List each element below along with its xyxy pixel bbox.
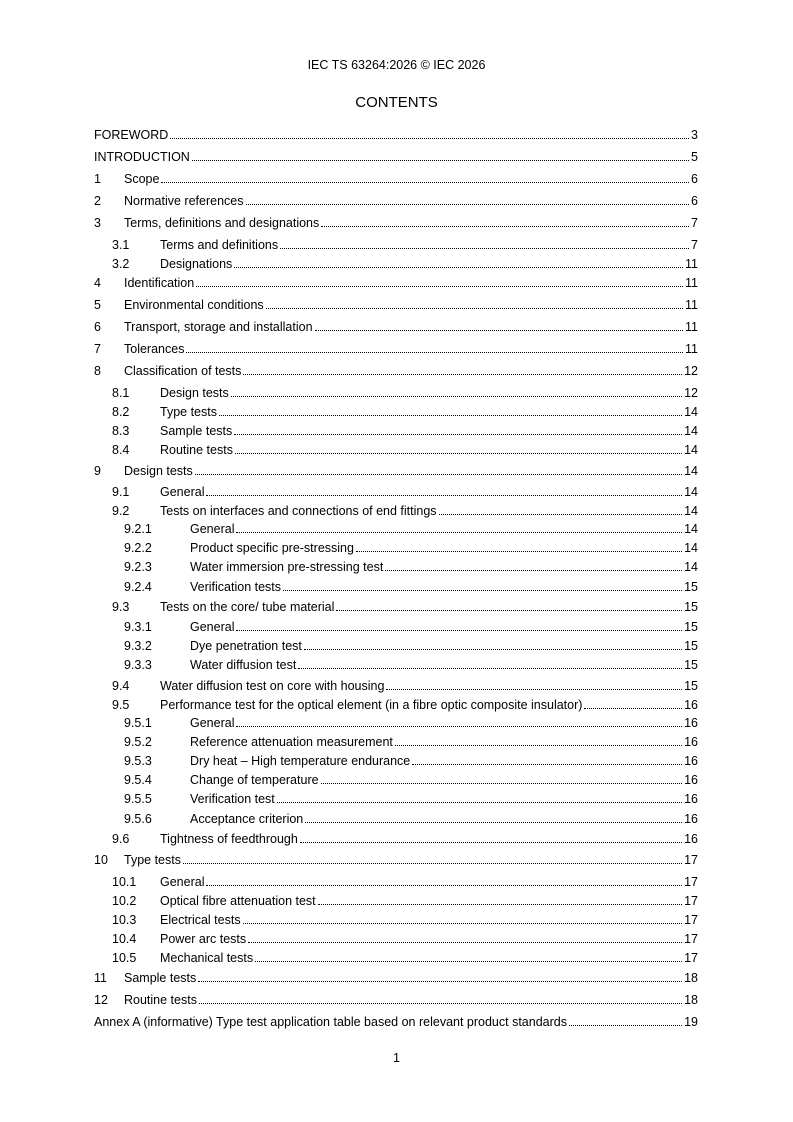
toc-entry[interactable] — [94, 1012, 698, 1030]
toc-dot-leader — [183, 863, 682, 864]
toc-entry[interactable] — [112, 402, 698, 420]
toc-entry[interactable] — [112, 501, 698, 519]
toc-dot-leader — [195, 474, 682, 475]
toc-entry-page: 17 — [684, 894, 698, 908]
toc-dot-leader — [206, 495, 682, 496]
toc-dot-leader — [584, 708, 682, 709]
toc-entry-label: Sample tests — [160, 424, 233, 438]
toc-entry-page: 7 — [691, 238, 698, 252]
toc-entry[interactable] — [94, 169, 698, 187]
toc-entry[interactable] — [94, 339, 698, 357]
toc-entry-number: 3 — [94, 216, 101, 230]
toc-dot-leader — [304, 649, 682, 650]
toc-entry[interactable] — [112, 383, 698, 401]
toc-entry-page: 7 — [691, 216, 698, 230]
toc-entry-label: Tolerances — [124, 342, 185, 356]
toc-entry[interactable] — [124, 751, 698, 769]
toc-entry[interactable] — [112, 910, 698, 928]
toc-entry-page: 14 — [684, 464, 698, 478]
page-number: 1 — [393, 1051, 400, 1065]
toc-entry[interactable] — [94, 125, 698, 143]
toc-entry-number: 9.2.1 — [124, 522, 152, 536]
toc-entry[interactable] — [124, 655, 698, 673]
toc-entry-page: 14 — [684, 504, 698, 518]
toc-dot-leader — [236, 532, 682, 533]
toc-entry-page: 16 — [684, 812, 698, 826]
toc-entry[interactable] — [94, 317, 698, 335]
toc-dot-leader — [206, 885, 682, 886]
toc-dot-leader — [192, 160, 689, 161]
toc-entry-label: General — [160, 485, 205, 499]
toc-dot-leader — [236, 630, 682, 631]
toc-entry[interactable] — [124, 557, 698, 575]
toc-entry-number: 12 — [94, 993, 108, 1007]
toc-entry-page: 12 — [684, 364, 698, 378]
toc-entry-page: 16 — [684, 773, 698, 787]
toc-entry-label: Transport, storage and installation — [124, 320, 313, 334]
toc-entry-label: Reference attenuation measurement — [190, 735, 393, 749]
toc-entry[interactable] — [112, 891, 698, 909]
toc-dot-leader — [277, 802, 682, 803]
toc-entry-page: 16 — [684, 792, 698, 806]
toc-entry[interactable] — [112, 597, 698, 615]
toc-entry-page: 11 — [685, 276, 698, 290]
toc-entry-label: Design tests — [160, 386, 229, 400]
toc-entry[interactable] — [124, 617, 698, 635]
toc-entry-page: 17 — [684, 932, 698, 946]
toc-entry-label: Classification of tests — [124, 364, 242, 378]
toc-entry[interactable] — [94, 461, 698, 479]
toc-entry-label: Terms, definitions and designations — [124, 216, 320, 230]
toc-entry-label: Terms and definitions — [160, 238, 279, 252]
toc-entry-number: 10.4 — [112, 932, 137, 946]
toc-entry-page: 17 — [684, 875, 698, 889]
toc-entry-number: 10.2 — [112, 894, 137, 908]
toc-entry-page: 15 — [684, 639, 698, 653]
toc-entry-page: 3 — [691, 128, 698, 142]
toc-entry-page: 19 — [684, 1015, 698, 1029]
toc-dot-leader — [356, 551, 682, 552]
toc-entry[interactable] — [112, 254, 698, 272]
toc-dot-leader — [318, 904, 682, 905]
toc-entry-label: Product specific pre-stressing — [190, 541, 354, 555]
toc-entry[interactable] — [112, 235, 698, 253]
toc-entry[interactable] — [112, 482, 698, 500]
toc-dot-leader — [170, 138, 689, 139]
toc-entry-label: Power arc tests — [160, 932, 247, 946]
toc-entry-label: Type tests — [124, 853, 181, 867]
toc-entry-number: 9 — [94, 464, 101, 478]
toc-entry-page: 14 — [684, 522, 698, 536]
toc-entry-number: 9.5.4 — [124, 773, 152, 787]
toc-entry-number: 8.1 — [112, 386, 130, 400]
toc-dot-leader — [196, 286, 683, 287]
toc-entry[interactable] — [94, 295, 698, 313]
toc-entry-page: 15 — [684, 658, 698, 672]
toc-entry-number: 11 — [94, 971, 107, 985]
toc-dot-leader — [321, 226, 689, 227]
toc-entry-label: Change of temperature — [190, 773, 319, 787]
toc-entry[interactable] — [94, 273, 698, 291]
toc-entry-number: 9.3.1 — [124, 620, 152, 634]
toc-entry[interactable] — [112, 948, 698, 966]
toc-dot-leader — [386, 689, 682, 690]
toc-dot-leader — [234, 267, 683, 268]
toc-entry-label: FOREWORD — [94, 128, 169, 142]
toc-entry-number: 8 — [94, 364, 101, 378]
toc-entry-page: 6 — [691, 194, 698, 208]
toc-entry-page: 14 — [684, 424, 698, 438]
toc-entry-number: 4 — [94, 276, 101, 290]
toc-entry-label: Annex A (informative) Type test application table based on relevant product standards — [94, 1015, 567, 1029]
toc-entry-number: 1 — [94, 172, 101, 186]
toc-dot-leader — [300, 842, 682, 843]
toc-dot-leader — [298, 668, 682, 669]
toc-entry-number: 8.2 — [112, 405, 130, 419]
toc-entry-label: Design tests — [124, 464, 193, 478]
page-title: CONTENTS — [355, 94, 438, 111]
toc-entry-page: 15 — [684, 679, 698, 693]
toc-entry-page: 11 — [685, 342, 698, 356]
toc-entry-number: 2 — [94, 194, 101, 208]
toc-entry-number: 9.5.1 — [124, 716, 152, 730]
toc-dot-leader — [283, 590, 682, 591]
toc-entry[interactable] — [124, 809, 698, 827]
toc-entry-label: Tests on interfaces and connections of end fittings — [160, 504, 437, 518]
toc-dot-leader — [231, 396, 682, 397]
toc-entry-page: 11 — [685, 257, 698, 271]
toc-entry-page: 12 — [684, 386, 698, 400]
toc-entry-label: Electrical tests — [160, 913, 241, 927]
toc-entry-number: 9.6 — [112, 832, 130, 846]
toc-entry-number: 3.2 — [112, 257, 130, 271]
toc-entry-label: Dry heat – High temperature endurance — [190, 754, 411, 768]
toc-entry-number: 5 — [94, 298, 101, 312]
toc-dot-leader — [243, 374, 682, 375]
toc-entry-page: 16 — [684, 832, 698, 846]
toc-entry-label: Normative references — [124, 194, 244, 208]
toc-entry-number: 9.2.4 — [124, 580, 152, 594]
toc-entry-page: 16 — [684, 698, 698, 712]
toc-dot-leader — [385, 570, 682, 571]
toc-entry-number: 3.1 — [112, 238, 130, 252]
toc-entry-page: 16 — [684, 735, 698, 749]
toc-entry[interactable] — [94, 191, 698, 209]
toc-entry-label: Dye penetration test — [190, 639, 302, 653]
toc-entry-label: Routine tests — [124, 993, 197, 1007]
toc-entry-page: 15 — [684, 620, 698, 634]
toc-entry-page: 16 — [684, 754, 698, 768]
toc-entry-label: Tests on the core/ tube material — [160, 600, 335, 614]
toc-entry-number: 9.1 — [112, 485, 130, 499]
toc-entry-label: General — [190, 620, 235, 634]
toc-entry-number: 9.2 — [112, 504, 130, 518]
toc-entry-number: 7 — [94, 342, 101, 356]
toc-entry[interactable] — [94, 213, 698, 231]
toc-entry[interactable] — [112, 440, 698, 458]
toc-entry-page: 15 — [684, 580, 698, 594]
toc-entry-label: General — [160, 875, 205, 889]
toc-entry-label: Tightness of feedthrough — [160, 832, 298, 846]
toc-entry-number: 9.5.2 — [124, 735, 152, 749]
toc-dot-leader — [219, 415, 682, 416]
toc-dot-leader — [246, 204, 690, 205]
toc-entry-label: Performance test for the optical element (in a fibre optic composite insulator) — [160, 698, 583, 712]
toc-entry-number: 9.5.3 — [124, 754, 152, 768]
toc-entry-number: 9.5.6 — [124, 812, 152, 826]
toc-entry[interactable] — [94, 361, 698, 379]
toc-entry[interactable] — [112, 872, 698, 890]
toc-dot-leader — [336, 610, 682, 611]
toc-dot-leader — [395, 745, 682, 746]
toc-entry-page: 15 — [684, 600, 698, 614]
toc-entry[interactable] — [124, 732, 698, 750]
toc-entry-number: 8.3 — [112, 424, 130, 438]
toc-entry-number: 10.5 — [112, 951, 137, 965]
toc-entry[interactable] — [124, 713, 698, 731]
toc-dot-leader — [255, 961, 682, 962]
toc-entry[interactable] — [94, 147, 698, 165]
toc-entry-label: General — [190, 716, 235, 730]
document-header: IEC TS 63264:2026 © IEC 2026 — [307, 58, 486, 72]
toc-entry-label: Scope — [124, 172, 160, 186]
toc-dot-leader — [186, 352, 683, 353]
toc-dot-leader — [280, 248, 689, 249]
toc-entry-number: 9.2.2 — [124, 541, 152, 555]
toc-entry-page: 17 — [684, 951, 698, 965]
toc-entry[interactable] — [112, 829, 698, 847]
toc-entry-label: Water immersion pre-stressing test — [190, 560, 384, 574]
toc-entry-page: 11 — [685, 298, 698, 312]
toc-dot-leader — [234, 434, 682, 435]
toc-dot-leader — [198, 981, 682, 982]
toc-dot-leader — [569, 1025, 682, 1026]
toc-entry-label: General — [190, 522, 235, 536]
toc-dot-leader — [236, 726, 682, 727]
toc-entry[interactable] — [124, 636, 698, 654]
toc-entry-page: 14 — [684, 541, 698, 555]
toc-entry-page: 11 — [685, 320, 698, 334]
toc-entry[interactable] — [112, 929, 698, 947]
toc-entry-page: 17 — [684, 853, 698, 867]
toc-entry-label: Water diffusion test — [190, 658, 297, 672]
toc-entry-page: 14 — [684, 443, 698, 457]
toc-entry-number: 9.3 — [112, 600, 130, 614]
toc-entry-number: 6 — [94, 320, 101, 334]
toc-entry-page: 18 — [684, 993, 698, 1007]
toc-entry[interactable] — [94, 850, 698, 868]
toc-entry-label: Mechanical tests — [160, 951, 254, 965]
toc-entry-label: Water diffusion test on core with housing — [160, 679, 385, 693]
toc-entry[interactable] — [124, 789, 698, 807]
toc-entry-label: Acceptance criterion — [190, 812, 304, 826]
toc-entry-page: 14 — [684, 485, 698, 499]
toc-entry-page: 14 — [684, 405, 698, 419]
toc-entry-label: Verification test — [190, 792, 275, 806]
toc-entry-number: 9.4 — [112, 679, 130, 693]
toc-entry-number: 9.3.2 — [124, 639, 152, 653]
toc-entry[interactable] — [112, 676, 698, 694]
toc-entry-page: 17 — [684, 913, 698, 927]
toc-entry-label: Type tests — [160, 405, 217, 419]
toc-dot-leader — [321, 783, 683, 784]
toc-dot-leader — [315, 330, 683, 331]
toc-entry-number: 10.3 — [112, 913, 137, 927]
toc-entry[interactable] — [112, 421, 698, 439]
toc-entry[interactable] — [124, 538, 698, 556]
toc-entry-page: 16 — [684, 716, 698, 730]
toc-entry-page: 18 — [684, 971, 698, 985]
toc-dot-leader — [439, 514, 683, 515]
toc-entry[interactable] — [94, 968, 698, 986]
toc-entry-page: 14 — [684, 560, 698, 574]
toc-entry[interactable] — [124, 770, 698, 788]
toc-entry-label: Optical fibre attenuation test — [160, 894, 316, 908]
toc-dot-leader — [235, 453, 682, 454]
toc-entry[interactable] — [112, 695, 698, 713]
toc-entry-page: 6 — [691, 172, 698, 186]
toc-entry-page: 5 — [691, 150, 698, 164]
toc-entry-number: 10 — [94, 853, 108, 867]
toc-entry-label: Routine tests — [160, 443, 233, 457]
toc-entry[interactable] — [124, 519, 698, 537]
toc-dot-leader — [266, 308, 683, 309]
toc-entry-label: Environmental conditions — [124, 298, 264, 312]
toc-entry-label: INTRODUCTION — [94, 150, 190, 164]
toc-entry-label: Verification tests — [190, 580, 282, 594]
toc-dot-leader — [248, 942, 682, 943]
toc-entry-number: 9.5.5 — [124, 792, 152, 806]
toc-entry[interactable] — [124, 577, 698, 595]
toc-dot-leader — [243, 923, 683, 924]
toc-dot-leader — [161, 182, 689, 183]
toc-dot-leader — [412, 764, 682, 765]
toc-entry-label: Identification — [124, 276, 195, 290]
toc-entry-label: Designations — [160, 257, 233, 271]
toc-entry[interactable] — [94, 990, 698, 1008]
toc-entry-number: 9.5 — [112, 698, 130, 712]
toc-entry-number: 9.2.3 — [124, 560, 152, 574]
toc-entry-number: 8.4 — [112, 443, 130, 457]
toc-dot-leader — [199, 1003, 682, 1004]
toc-entry-number: 9.3.3 — [124, 658, 152, 672]
toc-entry-label: Sample tests — [124, 971, 197, 985]
toc-dot-leader — [305, 822, 682, 823]
toc-entry-number: 10.1 — [112, 875, 137, 889]
